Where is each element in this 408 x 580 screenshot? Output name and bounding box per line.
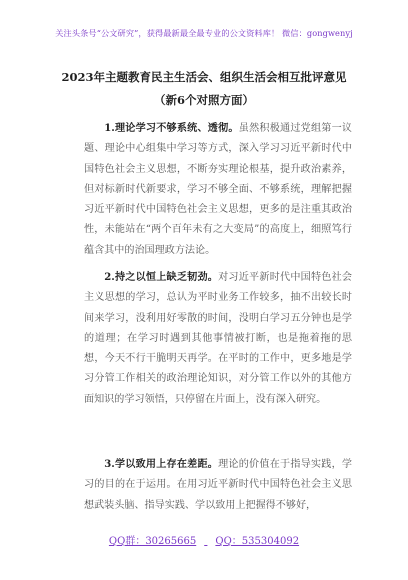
- document-title: 2023年主题教育民主生活会、组织生活会相互批评意见: [61, 70, 347, 84]
- section-1-body: 虽然积极通过党组第一议题、理论中心组集中学习等方式，深入学习习近平新时代中国特色社会主义思想，不断夯实理论根基，提升政治素养，但对标新时代新要求，学习不够全面、不够系统，理解把握习近平新时代中国特色社会主义思想，更多的是注重其政治性，未能站在“两个百年未有之大变局”的高度上，细照笃行蕴含其中的治国理政方法论。: [84, 123, 353, 256]
- qq-contact-link[interactable]: QQ：535304092: [215, 536, 300, 547]
- section-3-paragraph: [84, 455, 352, 516]
- section-3-body: 理论的价值在于指导实践，学习的目的在于运用。在用习近平新时代中国特色社会主义思想武装头脑、指导实践、学以致用上把握得不够好，: [84, 459, 352, 511]
- section-1-heading: 1.理论学习不够系统、透彻。: [104, 123, 239, 134]
- section-2-body: 对习近平新时代中国特色社会主义思想的学习，总认为平时业务工作较多，抽不出较长时间来学习，没利用好零散的时间，没明白学习五分钟也是学的道理；在学习时遇到其他事情被打断，也是拖着拖的思想，今天不行干脆明天再学。在平时的工作中，更多地是学习分管工作相关的政治理论知识，对分管工作以外的其他方面知识的学习领悟，只停留在片面上，没有深入研究。: [84, 272, 352, 405]
- document-subtitle: （新6个对照方面）: [153, 93, 254, 107]
- section-1-paragraph: [84, 119, 352, 261]
- section-2-heading: 2.持之以恒上缺乏韧劲。: [104, 272, 219, 283]
- footer-contact: [0, 532, 408, 547]
- header-promo-note: 关注头条号“公文研究”，获得最新最全最专业的公文资料库！ 微信：gongwenyj: [55, 28, 353, 38]
- qq-group-link[interactable]: QQ群：30265665: [108, 536, 197, 547]
- section-3-heading: 3.学以致用上存在差距。: [104, 459, 219, 470]
- section-2-paragraph: [84, 268, 352, 410]
